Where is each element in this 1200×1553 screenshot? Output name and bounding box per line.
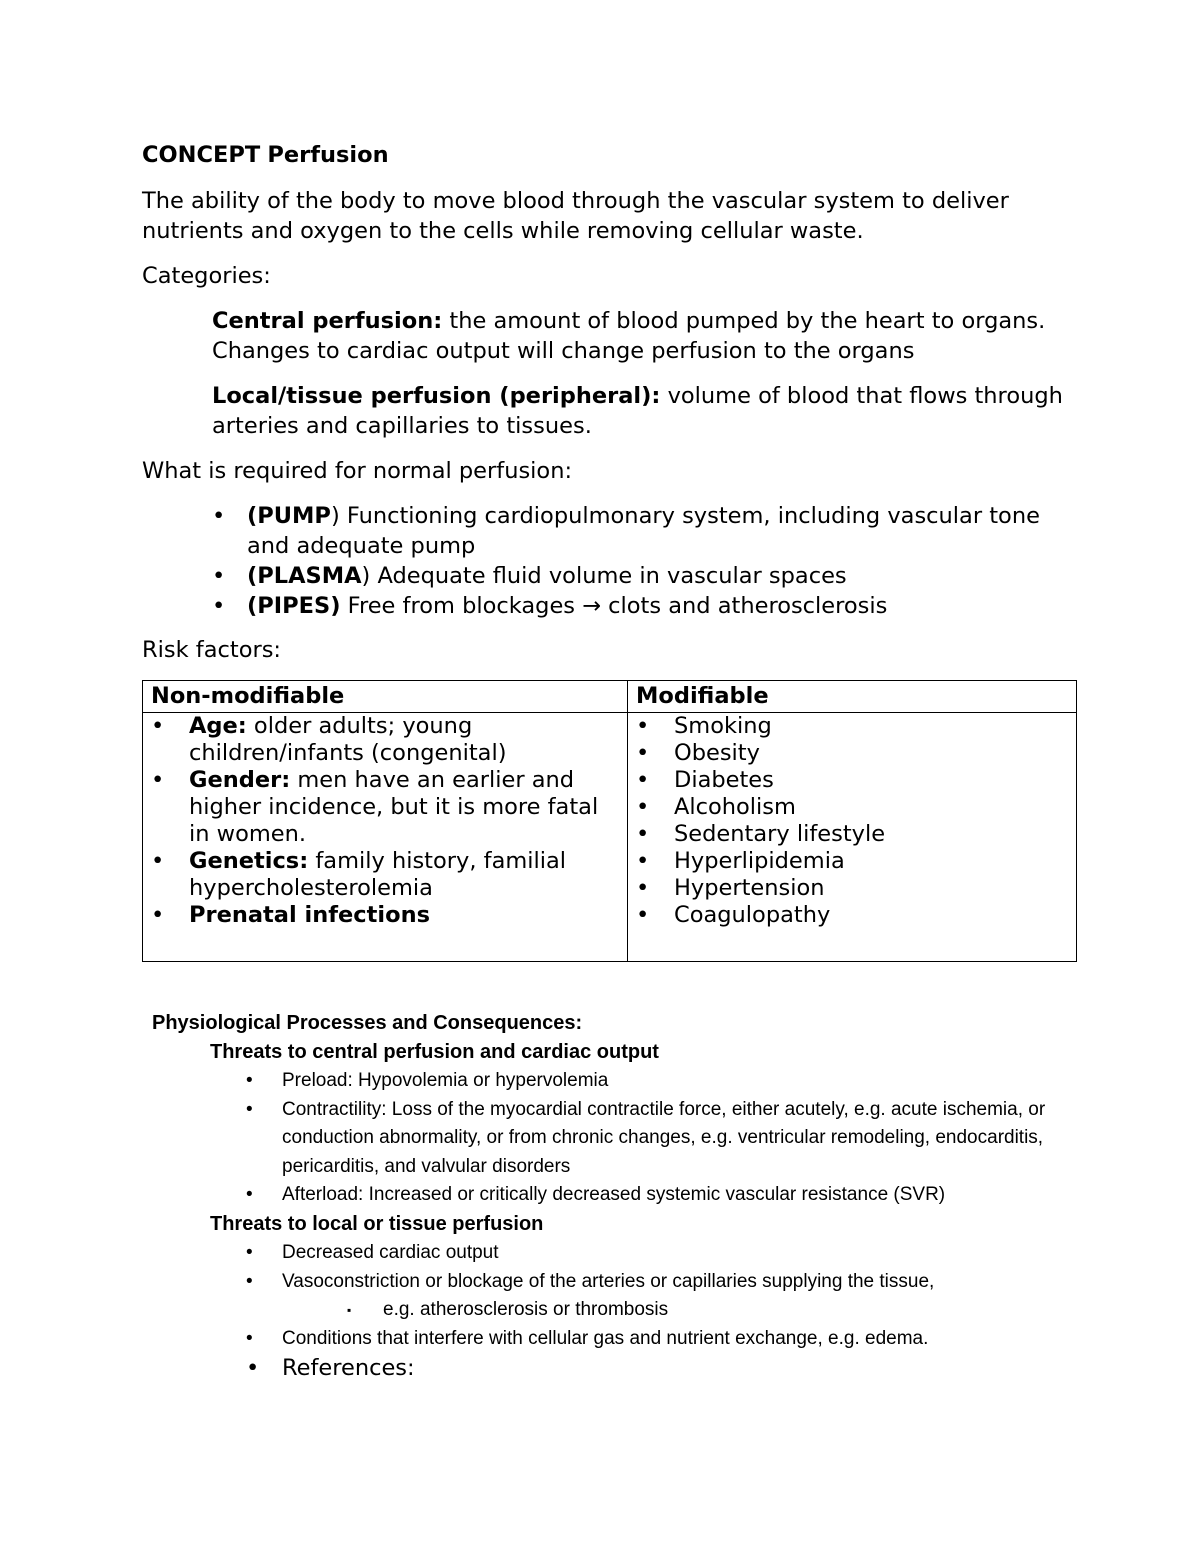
threat-text: Conditions that interfere with cellular gas and nutrient exchange, e.g. edema.	[282, 1327, 929, 1349]
bullet-icon: •	[246, 1327, 253, 1349]
list-item	[151, 902, 619, 929]
requirement-key: (PUMP	[247, 503, 331, 529]
risk-text: Diabetes	[674, 767, 774, 793]
list-item	[212, 501, 1072, 561]
bullet-icon: •	[151, 767, 165, 793]
bullet-icon: •	[151, 902, 165, 928]
threat-text: Contractility: Loss of the myocardial contractile force, either acutely, e.g. acute ischemia, or conduction abnormality, or from chronic changes, e.g. ventricular remodeling, endocarditis, pericarditis, and valvular disorders	[282, 1098, 1046, 1177]
list-item	[636, 902, 1068, 929]
risk-term: Gender:	[189, 767, 291, 793]
risk-text: family history, familial hypercholesterolemia	[189, 848, 567, 901]
local-threats-heading: Threats to local or tissue perfusion	[210, 1213, 544, 1235]
bullet-icon: •	[212, 593, 226, 619]
bullet-icon: •	[246, 1184, 253, 1205]
threat-text: Vasoconstriction or blockage of the arteries or capillaries supplying the tissue,	[282, 1270, 935, 1292]
list-item	[636, 848, 1068, 875]
threat-text: Preload: Hypovolemia or hypervolemia	[282, 1070, 609, 1091]
threat-text: Decreased cardiac output	[282, 1242, 499, 1263]
list-item	[636, 740, 1068, 767]
bullet-icon: •	[636, 821, 650, 847]
list-item	[242, 1268, 1072, 1297]
list-item	[242, 1181, 1072, 1210]
list-item	[636, 794, 1068, 821]
title-topic: Perfusion	[267, 142, 389, 168]
list-item	[151, 713, 619, 767]
risk-text: Alcoholism	[674, 794, 796, 820]
category-term: Central perfusion:	[212, 308, 443, 334]
bullet-icon: •	[212, 563, 226, 589]
list-item	[212, 561, 1072, 591]
references-label: References:	[282, 1355, 415, 1381]
bullet-icon: •	[246, 1070, 253, 1091]
central-threats-list	[242, 1067, 1072, 1210]
list-item	[151, 767, 619, 848]
category-term: Local/tissue perfusion (peripheral):	[212, 383, 661, 409]
table-row	[143, 713, 1077, 962]
list-item-references	[242, 1353, 1072, 1383]
modifiable-cell	[628, 713, 1077, 962]
bullet-icon: •	[636, 794, 650, 820]
bullet-icon: •	[246, 1098, 253, 1120]
bullet-icon: •	[636, 713, 650, 739]
list-item	[151, 848, 619, 902]
requirement-text: ) Functioning cardiopulmonary system, including vascular tone and adequate pump	[247, 503, 1040, 559]
categories-heading: Categories:	[142, 263, 271, 289]
risk-factors-heading: Risk factors:	[142, 637, 282, 663]
risk-term: Genetics:	[189, 848, 309, 874]
threat-text: e.g. atherosclerosis or thrombosis	[383, 1299, 669, 1320]
bullet-icon: •	[151, 848, 165, 874]
category-local-perfusion	[212, 381, 1072, 441]
bullet-icon: •	[636, 767, 650, 793]
threat-text: Afterload: Increased or critically decreased systemic vascular resistance (SVR)	[282, 1184, 946, 1205]
requirement-key: (PLASMA	[247, 563, 362, 589]
requirement-key: (PIPES)	[247, 593, 341, 619]
non-modifiable-list	[151, 713, 619, 929]
bullet-icon: •	[246, 1355, 260, 1381]
list-item	[636, 821, 1068, 848]
list-item	[212, 591, 1072, 621]
bullet-icon: •	[636, 902, 650, 928]
local-threats-list	[242, 1239, 1072, 1383]
list-item	[636, 713, 1068, 740]
category-central-perfusion	[212, 306, 1072, 366]
category-text: volume of blood that flows through arteries and capillaries to tissues.	[212, 383, 1063, 439]
requirement-text: Free from blockages → clots and atherosclerosis	[340, 593, 888, 619]
risk-factors-table	[142, 680, 1077, 962]
list-item	[242, 1067, 1072, 1096]
risk-term: Age:	[189, 713, 247, 739]
non-modifiable-cell	[143, 713, 628, 962]
bullet-icon: •	[151, 713, 165, 739]
column-header-modifiable: Modifiable	[628, 681, 1077, 713]
risk-text: Smoking	[674, 713, 772, 739]
definition-paragraph: The ability of the body to move blood through the vascular system to deliver nutrients and oxygen to the cells while removing cellular waste.	[142, 188, 1009, 244]
risk-text: Obesity	[674, 740, 760, 766]
bullet-icon: •	[212, 503, 226, 529]
requirement-text: ) Adequate fluid volume in vascular spaces	[361, 563, 847, 589]
list-item	[636, 875, 1068, 902]
physiology-heading: Physiological Processes and Consequences:	[152, 1012, 583, 1034]
risk-text: Sedentary lifestyle	[674, 821, 886, 847]
sub-list-item	[242, 1296, 1072, 1325]
risk-text: Hypertension	[674, 875, 825, 901]
requirements-heading: What is required for normal perfusion:	[142, 458, 573, 484]
risk-text: older adults; young children/infants (congenital)	[189, 713, 507, 766]
list-item	[242, 1096, 1072, 1182]
risk-text: Coagulopathy	[674, 902, 831, 928]
risk-text: men have an earlier and higher incidence, but it is more fatal in women.	[189, 767, 599, 847]
bullet-icon: •	[636, 740, 650, 766]
list-item	[636, 767, 1068, 794]
list-item	[242, 1239, 1072, 1268]
bullet-icon: •	[246, 1270, 253, 1292]
page-title	[142, 140, 389, 170]
list-item	[242, 1325, 1072, 1354]
risk-term: Prenatal infections	[189, 902, 430, 928]
table-header-row	[143, 681, 1077, 713]
column-header-non-modifiable: Non-modifiable	[143, 681, 628, 713]
bullet-icon: •	[636, 875, 650, 901]
bullet-icon: •	[246, 1242, 253, 1263]
modifiable-list	[636, 713, 1068, 929]
central-threats-heading: Threats to central perfusion and cardiac output	[210, 1041, 659, 1063]
risk-text: Hyperlipidemia	[674, 848, 845, 874]
title-prefix: CONCEPT	[142, 142, 261, 168]
category-text: the amount of blood pumped by the heart to organs. Changes to cardiac output will change perfusion to the organs	[212, 308, 1046, 364]
bullet-icon: •	[636, 848, 650, 874]
square-bullet-icon: ▪	[347, 1303, 352, 1317]
requirements-list	[212, 501, 1072, 621]
